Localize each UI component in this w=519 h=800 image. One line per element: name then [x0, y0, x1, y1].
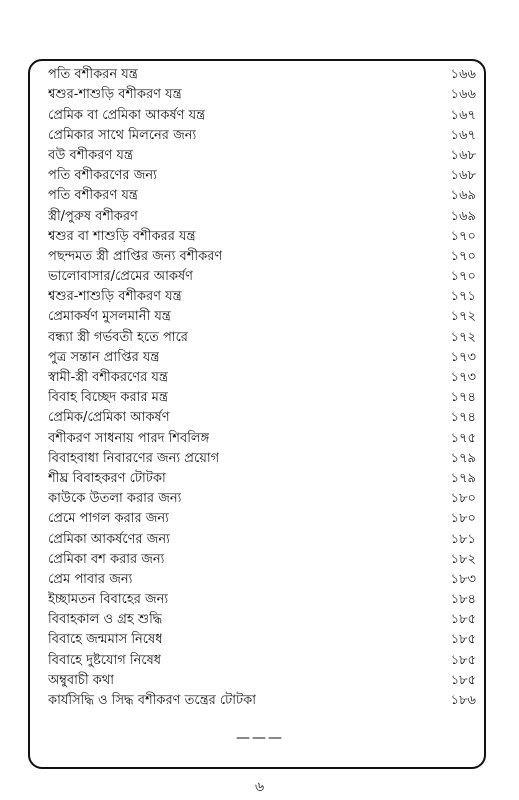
toc-entry-page: ১৮০ — [450, 491, 476, 507]
toc-entry-title: বন্ধ্যা স্ত্রী গর্ভবতী হতে পারে — [48, 329, 188, 345]
toc-entry-title: পতি বশীকরন যন্ত্র — [48, 67, 138, 83]
toc-entry-page: ১৬৬ — [450, 87, 476, 103]
toc-entry-page: ১৮৫ — [450, 632, 476, 648]
separator-dash: ——— — [236, 730, 284, 746]
toc-entry-title: পতি বশীকরণের জন্য — [48, 168, 157, 184]
toc-entry-title: বিবাহকাল ও গ্রহ শুদ্ধি — [48, 612, 163, 628]
toc-entry — [48, 85, 476, 105]
toc-entry-title: বশীকরণ সাধনায় পারদ শিবলিঙ্গ — [48, 430, 210, 446]
toc-entry-page: ১৮৬ — [450, 693, 476, 708]
toc-entry-page: ১৭০ — [450, 248, 476, 264]
toc-entry-page: ১৭৩ — [450, 370, 476, 385]
toc-entry-page: ১৭২ — [450, 329, 476, 345]
toc-entry-title: প্রেমাকর্ষণ মুসলমানী যন্ত্র — [48, 309, 171, 325]
toc-entry-page: ১৬৯ — [450, 188, 476, 204]
toc-entry-title: শ্বশুর-শাশুড়ি বশীকরণ যন্ত্র — [48, 87, 182, 103]
toc-entry-page: ১৮৪ — [450, 592, 476, 608]
toc-entry — [48, 186, 476, 206]
toc-entry-title: কার্যসিদ্ধি ও সিদ্ধ বশীকরণ তন্ত্রের টোটকা — [48, 693, 256, 708]
toc-entry-title: স্ত্রী/পুরুষ বশীকরণ — [48, 208, 138, 224]
toc-entry — [48, 287, 476, 307]
toc-entry — [48, 428, 476, 448]
toc-entry-page: ১৭১ — [450, 289, 476, 305]
toc-entry-page: ১৮১ — [450, 531, 476, 547]
toc-entry-title: প্রেমিক/প্রেমিকা আকর্ষণ — [48, 410, 170, 426]
toc-entry — [48, 489, 476, 509]
toc-entry — [48, 227, 476, 247]
toc-entry-title: পছন্দমত স্ত্রী প্রাপ্তির জন্য বশীকরণ — [48, 248, 223, 264]
toc-entry-page: ১৭২ — [450, 309, 476, 325]
toc-entry-page: ১৮০ — [450, 511, 476, 527]
toc-entry-title: প্রেমিকা আকর্ষণের জন্য — [48, 531, 170, 547]
toc-entry-page: ১৬৮ — [450, 168, 476, 184]
toc-entry-page: ১৬৭ — [450, 107, 476, 123]
toc-entry-title: বিবাহে দুষ্টযোগ নিষেধ — [48, 652, 162, 668]
toc-entry-title: প্রেমিকা বশ করার জন্য — [48, 551, 165, 567]
toc-entry — [48, 509, 476, 529]
toc-entry-page: ১৭০ — [450, 228, 476, 244]
toc-entry-page: ১৭৪ — [450, 390, 476, 406]
toc-entry — [48, 327, 476, 347]
toc-entry — [48, 408, 476, 428]
toc-entry — [48, 570, 476, 590]
toc-entry-title: প্রেমিক বা প্রেমিকা আকর্ষণ যন্ত্র — [48, 107, 206, 123]
toc-entry — [48, 65, 476, 85]
toc-entry — [48, 449, 476, 469]
toc-entry — [48, 247, 476, 267]
toc-entry — [48, 206, 476, 226]
toc-entry-title: প্রেমে পাগল করার জন্য — [48, 511, 169, 527]
toc-entry — [48, 348, 476, 368]
toc-entry — [48, 469, 476, 489]
toc-entry-title: স্বামী-স্ত্রী বশীকরণের যন্ত্র — [48, 370, 168, 385]
toc-entry — [48, 550, 476, 570]
toc-entry — [48, 610, 476, 630]
toc-entry — [48, 388, 476, 408]
toc-entry-page: ১৮৫ — [450, 612, 476, 628]
toc-entry — [48, 650, 476, 670]
toc-entry-title: শ্বশুর বা শাশুড়ি বশীকরর যন্ত্র — [48, 228, 196, 244]
toc-entry-title: পতি বশীকরণ যন্ত্র — [48, 188, 138, 204]
toc-entry — [48, 307, 476, 327]
toc-entry — [48, 126, 476, 146]
toc-entry-page: ১৮৫ — [450, 652, 476, 668]
toc-entry-title: ভালোবাসার/প্রেমের আকর্ষণ — [48, 269, 194, 285]
toc-entry-title: কাউকে উতলা করার জন্য — [48, 491, 182, 507]
toc-entry-title: প্রেম পাবার জন্য — [48, 571, 133, 587]
toc-entry-title: ইচ্ছামতন বিবাহের জন্য — [48, 592, 169, 608]
toc-entry-page: ১৬৭ — [450, 127, 476, 143]
toc-entry-title: বউ বশীকরণ যন্ত্র — [48, 147, 133, 163]
toc-entry-page: ১৬৮ — [450, 147, 476, 163]
toc-entry-title: বিবাহ বিচ্ছেদ করার মন্ত্র — [48, 390, 168, 406]
toc-entry-page: ১৭৯ — [450, 470, 476, 486]
toc-entry-page: ১৬৯ — [450, 208, 476, 224]
toc-entry — [48, 590, 476, 610]
toc-entry — [48, 671, 476, 691]
toc-entry — [48, 630, 476, 650]
toc-entry — [48, 166, 476, 186]
toc-entry-title: বিবাহে জন্মমাস নিষেধ — [48, 632, 163, 648]
toc-entry-page: ১৭০ — [450, 269, 476, 285]
toc-entry — [48, 529, 476, 549]
toc-entry-page: ১৮২ — [450, 551, 476, 567]
toc-entry — [48, 368, 476, 388]
toc-entry-title: শ্বশুর-শাশুড়ি বশীকরণ যন্ত্র — [48, 289, 182, 305]
toc-entry-page: ১৭৯ — [450, 450, 476, 466]
toc-entry-title: অম্বুবাচী কথা — [48, 672, 115, 688]
toc-entry-title: বিবাহবাধা নিবারণের জন্য প্রয়োগ — [48, 450, 220, 466]
toc-entry-page: ১৬৬ — [450, 67, 476, 83]
toc-entry-title: পুত্র সন্তান প্রাপ্তির যন্ত্র — [48, 349, 160, 365]
toc-entry — [48, 267, 476, 287]
toc-entry — [48, 146, 476, 166]
toc-entry-page: ১৭৪ — [450, 410, 476, 426]
toc-entry-title: প্রেমিকার সাথে মিলনের জন্য — [48, 127, 197, 143]
toc-entry-page: ১৮৩ — [450, 571, 476, 587]
table-of-contents — [48, 65, 476, 711]
toc-entry-page: ১৭৩ — [450, 349, 476, 365]
toc-entry-page: ১৭৫ — [450, 430, 476, 446]
toc-entry — [48, 105, 476, 125]
toc-entry-page: ১৮৫ — [450, 672, 476, 688]
toc-entry — [48, 691, 476, 711]
page-number: ৬ — [254, 779, 265, 795]
toc-entry-title: শীঘ্র বিবাহকরণ টোটকা — [48, 470, 166, 486]
